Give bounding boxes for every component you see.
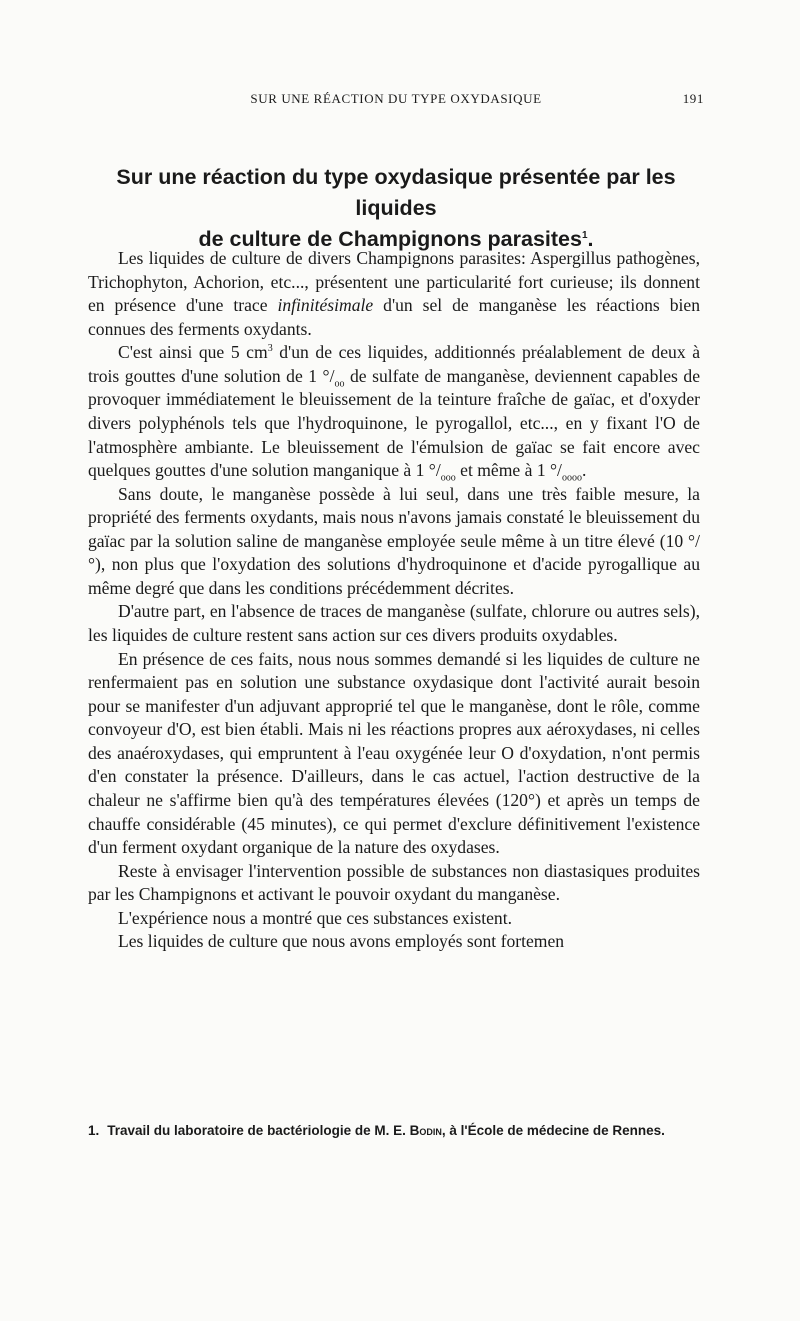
page-number: 191	[682, 91, 704, 106]
paragraph-2-permille-sub: oo	[334, 378, 345, 390]
article-body	[88, 247, 700, 954]
paragraph-3: Sans doute, le manganèse possède à lui seul, dans une très faible mesure, la propriété des ferments oxydants, mais nous n'avons jamais constaté le bleuissement du gaïac par la solution saline de manganèse employée seule même à un titre élevé (10 °/°), non plus que l'oxydation des solutions d'hydroquinone et d'acide pyrogallique au même degré que dans les conditions précédemment décrites.	[88, 483, 700, 598]
paragraph-8: Les liquides de culture que nous avons employés sont fortemen	[118, 931, 565, 952]
paragraph-5: En présence de ces faits, nous nous sommes demandé si les liquides de culture ne renfermaient pas en solution une substance oxydasique dont l'activité aurait besoin pour se manifester d'un adjuvant approprié tel que le manganèse, dont le rôle, comme convoyeur d'O, est bien établi. Mais ni les réactions propres aux aéroxydases, ni celles des anaéroxydases, qui empruntent à l'eau oxygénée leur O d'oxydation, n'ont permis d'en constater la présence. D'ailleurs, dans le cas actuel, l'action destructive de la chaleur ne s'affirme bien qu'à des températures élevées (120°) et après un temps de chauffe considérable (45 minutes), ce qui permet d'exclure définitivement l'existence d'un ferment oxydant organique de la nature des oxydases.	[88, 648, 700, 858]
running-head	[88, 91, 704, 111]
article-title-line-2: de culture de Champignons parasites	[198, 227, 582, 251]
paragraph-2-ratio-sub-3: oooo	[561, 472, 582, 484]
paragraph-2-text-e: .	[581, 460, 587, 481]
paragraph-1	[88, 247, 700, 341]
footnote-text-a: Travail du laboratoire de bactériologie de M. E.	[107, 1123, 410, 1138]
paragraph-2-text-b: d'un de ces liquides, additionnés préalablement de deux à trois gouttes d'une solution de 1 °/	[88, 342, 700, 386]
paragraph-2-text-d: et même à 1 °/	[455, 460, 562, 481]
paragraph-1-text-b: d'un sel de manganèse les réactions bien connues des ferments oxydants.	[88, 295, 700, 339]
paragraph-2	[88, 341, 700, 482]
paragraph-2-ratio-sub-2: ooo	[440, 472, 456, 484]
paragraph-7: L'expérience nous a montré que ces substances existent.	[118, 907, 513, 928]
paragraph-2-cube-sup: 3	[267, 343, 273, 355]
footnote-author: Bodin	[409, 1123, 442, 1138]
paragraph-6: Reste à envisager l'intervention possible de substances non diastasiques produites par les Champignons et activant le pouvoir oxydant du manganèse.	[88, 860, 700, 905]
article-title: Sur une réaction du type oxydasique présentée par les liquides de culture de Champignons parasites$^1$.	[116, 165, 676, 251]
footnote-text-b: , à l'École de médecine de Rennes.	[441, 1123, 665, 1138]
running-head-title: SUR UNE RÉACTION DU TYPE OXYDASIQUE	[250, 91, 542, 106]
paragraph-1-emphasis: infinitésimale	[277, 295, 374, 316]
title-footnote-mark: 1	[581, 229, 588, 241]
paragraph-4: D'autre part, en l'absence de traces de manganèse (sulfate, chlorure ou autres sels), les liquides de culture restent sans action sur ces divers produits oxydables.	[88, 601, 700, 645]
paragraph-1-text-a: Les liquides de culture de divers Champignons parasites: Aspergillus pathogènes, Trichophyton, Achorion, etc..., présentent une particularité fort curieuse; ils donnent en présence d'une trace	[88, 248, 700, 316]
paragraph-2-text-a: C'est ainsi que 5 cm	[118, 342, 268, 363]
paragraph-2-text-c: de sulfate de manganèse, deviennent capables de provoquer immédiatement le bleuissement de la teinture fraîche de gaïac, et d'oxyder divers polyphénols tels que l'hydroquinone, le pyrogallol, etc..., en y fixant l'O de l'atmosphère ambiante. Le bleuissement de l'émulsion de gaïac se fait encore avec quelques gouttes d'une solution manganique à 1 °/	[88, 365, 701, 481]
footnote-mark: 1.	[88, 1123, 100, 1138]
article-title-line-1: Sur une réaction du type oxydasique présentée par les liquides	[116, 165, 676, 220]
footnote	[88, 1121, 700, 1141]
